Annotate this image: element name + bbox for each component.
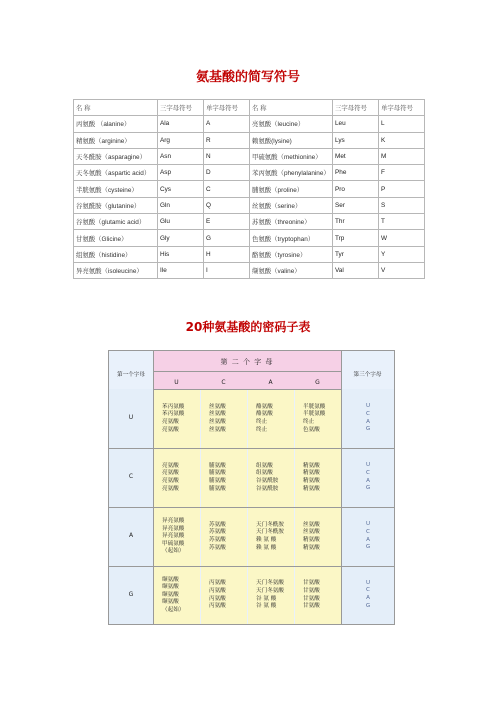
codon-cell xyxy=(295,508,341,566)
table-cell: 组氨酸（histidine） xyxy=(74,246,158,262)
first-letter-header: 第一个字母 xyxy=(117,372,145,378)
table-cell: 丝氨酸（serine） xyxy=(250,197,333,213)
amino-acid-text: （起始） xyxy=(162,606,185,613)
third-letter-label: A xyxy=(366,595,370,601)
table-cell: His xyxy=(158,246,204,262)
third-letter-column xyxy=(342,448,394,507)
table-cell: M xyxy=(379,148,425,164)
codon-cell xyxy=(295,567,341,624)
table-row xyxy=(74,116,425,132)
amino-acid-text: 酪氨酸 xyxy=(256,411,273,418)
table-row xyxy=(74,165,425,181)
amino-acid-text: （起始） xyxy=(162,548,185,555)
amino-acid-text: 丙氨酸 xyxy=(209,587,226,594)
table-cell: W xyxy=(379,230,425,246)
amino-acid-text: 甲硫氨酸 xyxy=(162,540,185,547)
table-cell: Val xyxy=(333,262,379,278)
amino-acid-text: 苯丙氨酸 xyxy=(162,403,185,410)
table-cell: P xyxy=(379,181,425,197)
page-title: 氨基酸的简写符号 xyxy=(195,70,300,85)
amino-acid-text: 赖 氨 酸 xyxy=(256,544,277,551)
third-letter-label: C xyxy=(366,528,370,535)
table-cell: 谷氨酸（glutamic acid） xyxy=(74,214,158,230)
amino-acid-text: 精氨酸 xyxy=(303,537,320,543)
amino-acid-text: 亮氨酸 xyxy=(162,470,179,477)
codon-cell xyxy=(295,449,341,507)
third-letter-label: G xyxy=(365,544,371,551)
second-letter-label: U xyxy=(174,379,179,386)
codon-cell xyxy=(154,390,200,448)
table-cell: Trp xyxy=(333,230,379,246)
third-letter-label: U xyxy=(365,462,371,469)
table-row xyxy=(74,148,425,164)
table-cell: D xyxy=(204,165,250,181)
table-cell: Met xyxy=(333,148,379,164)
amino-acid-text: 天门冬氨酸 xyxy=(256,580,284,587)
table-cell: A xyxy=(204,116,250,132)
amino-acid-text: 组氨酸 xyxy=(256,462,273,469)
amino-acid-text: 丙氨酸 xyxy=(209,603,226,610)
amino-acid-text: 色氨酸 xyxy=(303,426,320,433)
table-header-row xyxy=(74,100,425,116)
amino-acid-text: 丙氨酸 xyxy=(209,595,226,602)
table-cell: 苏氨酸（threonine） xyxy=(250,214,333,230)
table-cell: R xyxy=(204,132,250,148)
table-cell: 天冬酰胺（asparagine） xyxy=(74,148,158,164)
amino-acid-abbreviation-table xyxy=(73,99,425,279)
table-cell: 色氨酸（tryptophan） xyxy=(250,230,333,246)
amino-acid-text: 亮氨酸 xyxy=(162,426,179,433)
first-letter-label: A xyxy=(109,507,153,566)
table-cell: V xyxy=(379,262,425,278)
amino-acid-text: 谷 氨 酸 xyxy=(256,595,277,602)
amino-acid-text: 苏氨酸 xyxy=(209,544,226,551)
table-cell: Ala xyxy=(158,116,204,132)
amino-acid-text: 天门冬酰胺 xyxy=(256,521,284,528)
amino-acid-text: 终止 xyxy=(256,419,268,425)
amino-acid-text: 精氨酸 xyxy=(303,485,320,492)
codon-cell xyxy=(201,390,247,448)
table-cell: Gln xyxy=(158,197,204,213)
third-letter-column xyxy=(342,389,394,448)
amino-acid-text: 缬氨酸 xyxy=(162,576,179,583)
table-cell: H xyxy=(204,246,250,262)
amino-acid-text: 酪氨酸 xyxy=(256,403,273,410)
amino-acid-text: 亮氨酸 xyxy=(162,478,179,484)
table-cell: G xyxy=(204,230,250,246)
table-cell: Y xyxy=(379,246,425,262)
first-letter-label: U xyxy=(109,389,153,448)
third-letter-label: C xyxy=(366,410,370,417)
third-letter-label: A xyxy=(366,536,370,543)
amino-acid-text: 苯丙氨酸 xyxy=(162,411,185,418)
table-cell: L xyxy=(379,116,425,132)
amino-acid-text: 苏氨酸 xyxy=(209,521,226,528)
table-cell: N xyxy=(204,148,250,164)
amino-acid-text: 亮氨酸 xyxy=(162,485,179,492)
second-letter-label: G xyxy=(315,379,320,386)
amino-acid-text: 异亮氨酸 xyxy=(162,533,185,540)
table-cell: 精氨酸（arginine） xyxy=(74,132,158,148)
codon-cell xyxy=(248,390,294,448)
column-header: 三字母符号 xyxy=(333,100,379,116)
amino-acid-text: 缬氨酸 xyxy=(162,584,179,591)
amino-acid-text: 缬氨酸 xyxy=(162,591,179,598)
codon-cell xyxy=(248,508,294,566)
table-cell: Asp xyxy=(158,165,204,181)
table-cell: Tyr xyxy=(333,246,379,262)
second-letter-label: C xyxy=(221,379,226,386)
third-letter-label: A xyxy=(366,477,370,484)
table-row xyxy=(74,230,425,246)
table-cell: C xyxy=(204,181,250,197)
table-cell: I xyxy=(204,262,250,278)
column-header: 名 称 xyxy=(74,100,158,116)
amino-acid-text: 苏氨酸 xyxy=(209,537,226,543)
grid-line xyxy=(109,507,394,508)
amino-acid-text: 谷 氨 酸 xyxy=(256,603,277,610)
amino-acid-text: 半胱氨酸 xyxy=(303,403,326,410)
table-cell: 谷氨酰胺（glutanine） xyxy=(74,197,158,213)
table-cell: 亮氨酸（leucine） xyxy=(250,116,333,132)
codon-cell xyxy=(201,449,247,507)
second-letter-label: A xyxy=(268,379,273,386)
third-letter-label: C xyxy=(366,587,370,594)
table-cell: Cys xyxy=(158,181,204,197)
third-letter-label: G xyxy=(365,426,371,433)
grid-line xyxy=(109,566,394,567)
amino-acid-text: 苏氨酸 xyxy=(209,529,226,536)
table-cell: T xyxy=(379,214,425,230)
table-cell: E xyxy=(204,214,250,230)
table-cell: Lys xyxy=(333,132,379,148)
amino-acid-text: 亮氨酸 xyxy=(162,419,179,425)
amino-acid-text: 甘氨酸 xyxy=(303,587,320,594)
codon-cell xyxy=(201,567,247,624)
codon-cell xyxy=(154,508,200,566)
table-row xyxy=(74,197,425,213)
codon-cell xyxy=(201,508,247,566)
amino-acid-text: 丝氨酸 xyxy=(209,419,226,425)
table-cell: Thr xyxy=(333,214,379,230)
table-row xyxy=(74,214,425,230)
amino-acid-text: 精氨酸 xyxy=(303,478,320,484)
amino-acid-text: 脯氨酸 xyxy=(209,485,226,492)
third-letter-label: C xyxy=(366,469,370,476)
amino-acid-text: 精氨酸 xyxy=(303,544,320,551)
grid-line xyxy=(109,448,394,449)
table-cell: Ser xyxy=(333,197,379,213)
third-letter-label: U xyxy=(365,403,371,410)
amino-acid-text: 脯氨酸 xyxy=(209,462,226,469)
codon-cell xyxy=(248,449,294,507)
amino-acid-text: 组氨酸 xyxy=(256,470,273,477)
column-header: 三字母符号 xyxy=(158,100,204,116)
second-letter-header: 第 二 个 字 母 xyxy=(220,358,274,366)
amino-acid-text: 终止 xyxy=(303,419,315,425)
table-cell: Leu xyxy=(333,116,379,132)
amino-acid-text: 丝氨酸 xyxy=(209,403,226,410)
amino-acid-text: 缬氨酸 xyxy=(162,599,179,606)
amino-acid-text: 异亮氨酸 xyxy=(162,518,185,525)
codon-cell xyxy=(154,449,200,507)
third-letter-label: G xyxy=(365,602,371,609)
table-cell: S xyxy=(379,197,425,213)
table-cell: F xyxy=(379,165,425,181)
third-letter-label: U xyxy=(365,521,371,528)
table-row xyxy=(74,262,425,278)
codon-table xyxy=(108,350,395,625)
third-letter-label: U xyxy=(365,579,371,586)
table-body xyxy=(74,100,425,279)
amino-acid-text: 赖 氨 酸 xyxy=(256,537,277,543)
amino-acid-text: 丝氨酸 xyxy=(209,411,226,418)
table-cell: 甲硫氨酸（methionine） xyxy=(250,148,333,164)
amino-acid-text: 丝氨酸 xyxy=(209,426,226,433)
header-divider xyxy=(153,371,341,372)
column-header: 单字母符号 xyxy=(379,100,425,116)
codon-cell xyxy=(295,390,341,448)
table-cell: 异亮氨酸（isoleucine） xyxy=(74,262,158,278)
amino-acid-text: 甘氨酸 xyxy=(303,595,320,602)
table-cell: 丙氨酸 （alanine） xyxy=(74,116,158,132)
third-letter-header: 第三个字母 xyxy=(353,372,382,378)
amino-acid-text: 精氨酸 xyxy=(303,470,320,477)
table-cell: 酪氨酸（tyrosine） xyxy=(250,246,333,262)
table-cell: Glu xyxy=(158,214,204,230)
amino-acid-text: 异亮氨酸 xyxy=(162,525,185,532)
table-cell: Phe xyxy=(333,165,379,181)
amino-acid-text: 天门冬酰胺 xyxy=(256,529,284,536)
amino-acid-text: 甘氨酸 xyxy=(303,580,320,587)
amino-acid-text: 谷氨酰胺 xyxy=(256,478,279,484)
table-row xyxy=(74,181,425,197)
third-letter-label: G xyxy=(365,485,371,492)
third-letter-column xyxy=(342,566,394,624)
table-cell: 缬氨酸（valine） xyxy=(250,262,333,278)
third-letter-column xyxy=(342,507,394,566)
third-letter-label: A xyxy=(366,418,370,425)
column-header: 单字母符号 xyxy=(204,100,250,116)
table-cell: Gly xyxy=(158,230,204,246)
table-cell: Arg xyxy=(158,132,204,148)
table-cell: 甘氨酸（Glicine） xyxy=(74,230,158,246)
amino-acid-text: 半胱氨酸 xyxy=(303,411,326,418)
table-cell: 天冬氨酸（aspartic acid） xyxy=(74,165,158,181)
amino-acid-text: 丝氨酸 xyxy=(303,529,320,536)
first-letter-label: C xyxy=(109,448,153,507)
column-header: 名 称 xyxy=(250,100,333,116)
amino-acid-text: 脯氨酸 xyxy=(209,470,226,477)
amino-acid-text: 亮氨酸 xyxy=(162,462,179,469)
amino-acid-text: 终止 xyxy=(256,426,268,433)
codon-table-title: 20种氨基酸的密码子表 xyxy=(185,320,311,334)
amino-acid-text: 丝氨酸 xyxy=(303,521,320,528)
amino-acid-text: 脯氨酸 xyxy=(209,478,226,484)
table-row xyxy=(74,246,425,262)
table-row xyxy=(74,132,425,148)
amino-acid-text: 甘氨酸 xyxy=(303,603,320,610)
table-cell: 半胱氨酸（cysteine） xyxy=(74,181,158,197)
codon-cell xyxy=(248,567,294,624)
table-cell: Pro xyxy=(333,181,379,197)
table-cell: K xyxy=(379,132,425,148)
amino-acid-text: 丙氨酸 xyxy=(209,580,226,587)
amino-acid-text: 天门冬氨酸 xyxy=(256,587,284,594)
codon-cell xyxy=(154,567,200,624)
table-cell: Asn xyxy=(158,148,204,164)
table-cell: 脯氨酸（proline） xyxy=(250,181,333,197)
table-cell: Q xyxy=(204,197,250,213)
table-cell: 赖氨酸(lysine) xyxy=(250,132,333,148)
table-cell: 苯丙氨酸（phenylalanine） xyxy=(250,165,333,181)
table-cell: Ile xyxy=(158,262,204,278)
first-letter-label: G xyxy=(109,566,153,624)
amino-acid-text: 精氨酸 xyxy=(303,462,320,469)
amino-acid-text: 谷氨酰胺 xyxy=(256,485,279,492)
